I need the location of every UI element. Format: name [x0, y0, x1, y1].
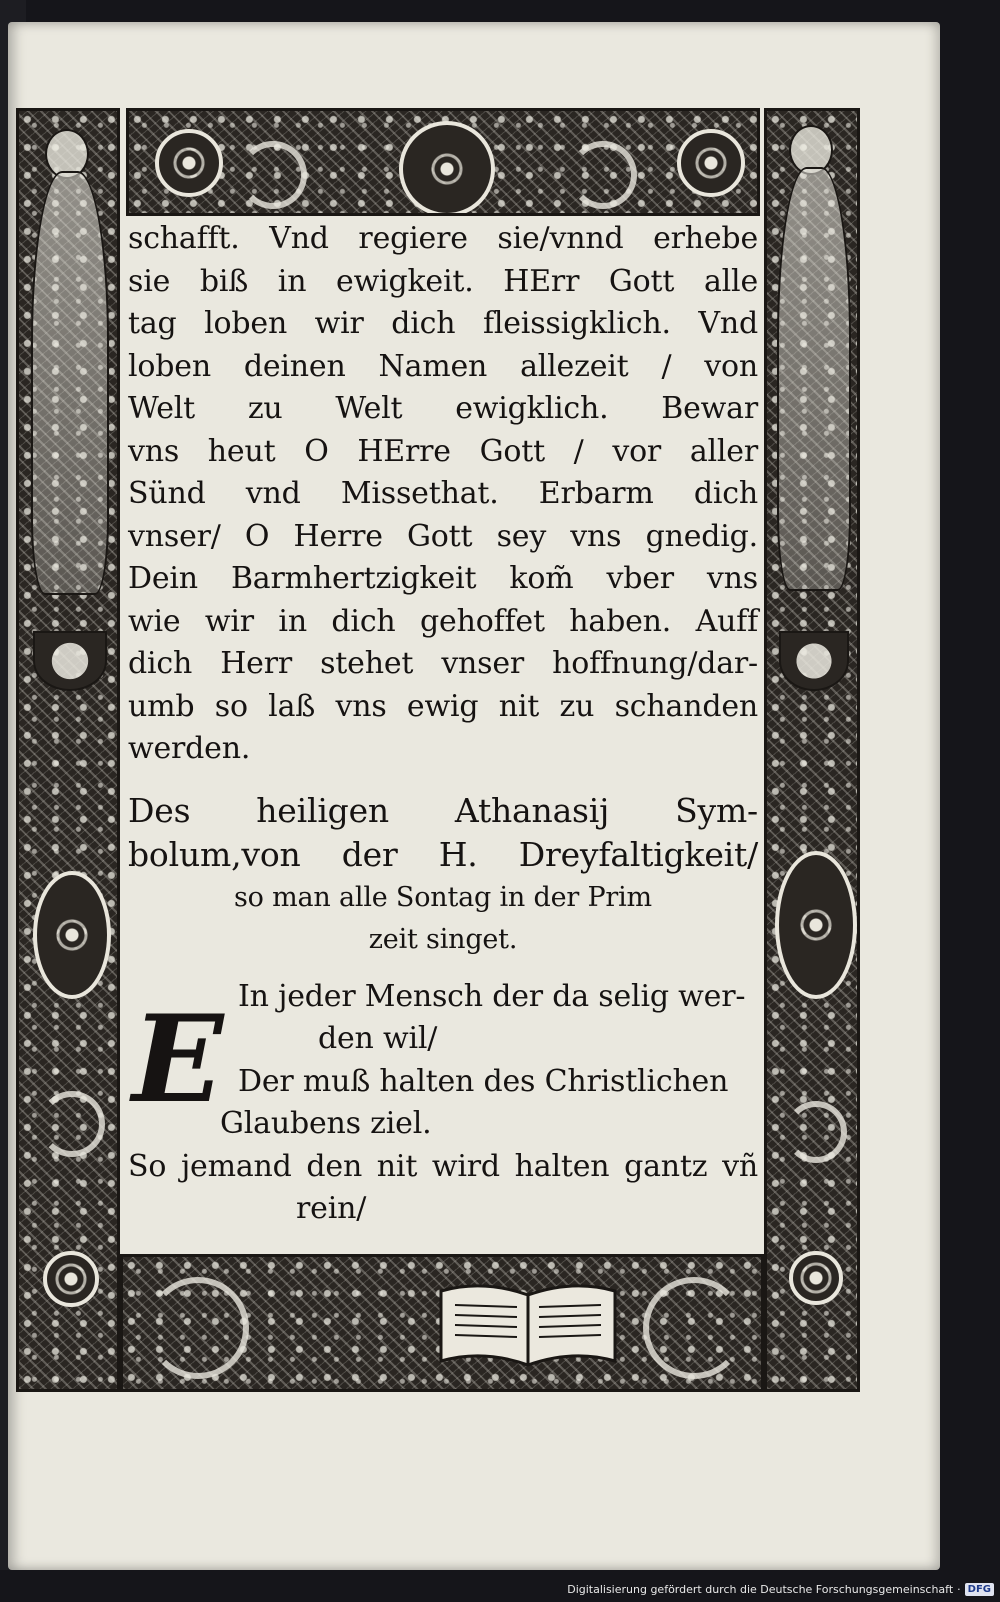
scroll-ornament [569, 141, 637, 209]
flower-ornament [43, 1251, 99, 1307]
scroll-ornament [643, 1277, 745, 1379]
verse-line: Glaubens ziel. [220, 1106, 432, 1141]
book-page [8, 22, 940, 1570]
text-line: sie biß in ewigkeit. HErr Gott alle [128, 263, 758, 299]
rosette-ornament [155, 129, 223, 197]
text-line: vnser/ O Herre Gott sey vns gnedig. [128, 518, 758, 554]
rosette-ornament [677, 129, 745, 197]
dfg-logo: DFG [965, 1583, 994, 1596]
text-line: dich Herr stehet vnser hoffnung/dar- [128, 646, 758, 681]
woodcut-border-left [16, 108, 120, 1392]
scroll-ornament [39, 1091, 105, 1157]
text-line: umb so laß vns ewig nit zu schanden [128, 688, 758, 724]
sun-ornament [399, 121, 495, 216]
standing-figure-ornament [31, 171, 109, 595]
standing-figure-ornament [777, 167, 851, 591]
scan-credit-footer: Digitalisierung gefördert durch die Deutsche Forschungsgemeinschaft · DFG [567, 1580, 994, 1598]
scroll-ornament [147, 1277, 249, 1379]
woodcut-border-top [126, 108, 760, 216]
section-heading: Des heiligen Athanasij Sym- [128, 790, 758, 830]
scroll-ornament [785, 1101, 847, 1163]
verse-line: den wil/ [318, 1021, 438, 1056]
text-line: Sünd vnd Missethat. Erbarm dich [128, 476, 758, 511]
verse-line: In jeder Mensch der da selig wer- [238, 978, 746, 1014]
text-line: werden. [128, 731, 251, 766]
open-book-icon [433, 1277, 623, 1373]
woodcut-border-right [764, 108, 860, 1392]
section-heading: bolum,von der H. Dreyfaltigkeit/ [128, 834, 758, 874]
text-line: tag loben wir dich fleissigklich. Vnd [128, 306, 758, 341]
flower-ornament [789, 1251, 843, 1305]
scroll-ornament [239, 141, 307, 209]
verse-line: So jemand den nit wird halten gantz vñ [128, 1148, 758, 1184]
text-line: Dein Barmhertzigkeit kom̃ vber vns [128, 561, 758, 596]
text-line: schafft. Vnd regiere sie/vnnd erhebe [128, 221, 758, 256]
woodcut-border-bottom [120, 1254, 764, 1392]
text-line: loben deinen Namen allezeit / von [128, 348, 758, 384]
funding-credit-text: Digitalisierung gefördert durch die Deutsche Forschungsgemeinschaft [567, 1582, 954, 1596]
text-line: wie wir in dich gehoffet haben. Auff [128, 603, 758, 639]
text-line: vns heut O HErre Gott / vor aller [128, 433, 758, 469]
section-subheading: so man alle Sontag in der Prim [234, 881, 652, 913]
chalice-ornament [779, 631, 849, 691]
section-subheading: zeit singet. [368, 924, 518, 955]
flower-ornament [775, 851, 857, 999]
verse-line: rein/ [296, 1191, 367, 1226]
verse-line: Der muß halten des Christlichen [238, 1063, 729, 1099]
chalice-ornament [33, 631, 107, 691]
page-text-block [128, 218, 758, 1250]
text-line: Welt zu Welt ewigklich. Bewar [128, 391, 758, 426]
flower-ornament [33, 871, 111, 999]
decorated-initial: E [132, 989, 224, 1130]
